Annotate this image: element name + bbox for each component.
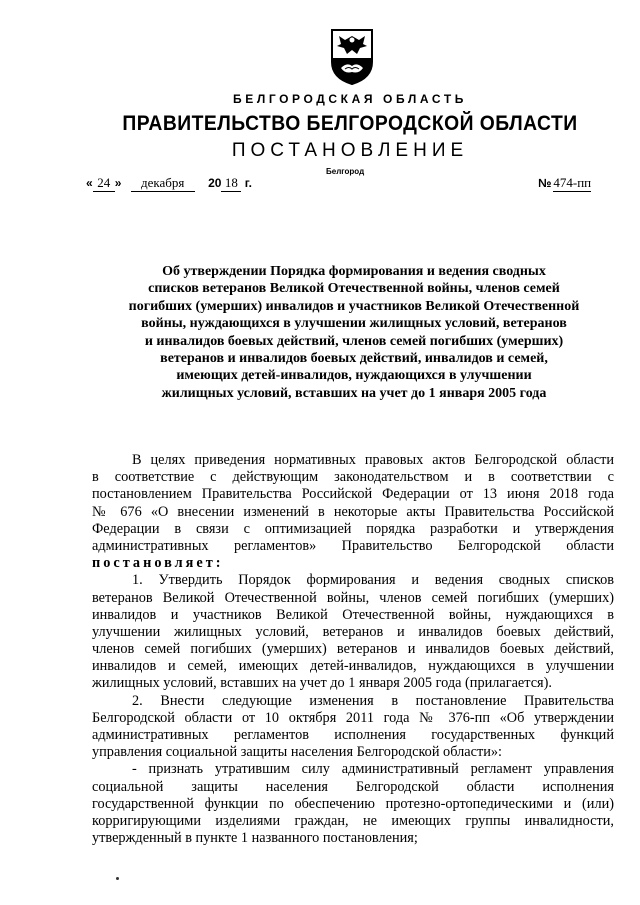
number-value: 474-пп — [553, 175, 592, 190]
date-month: декабря — [131, 175, 195, 192]
date-day: 24 — [93, 175, 115, 192]
title-line: списков ветеранов Великой Отечественной войны, членов семей — [148, 281, 560, 297]
date-close-quote: » — [114, 176, 122, 190]
body-line: улучшении жилищных условий, ветеранов и инвалидов боевых действий, — [92, 623, 614, 640]
title-line: Об утверждении Порядка формирования и ведения сводных — [162, 264, 546, 279]
body-line: инвалидов и семей, имеющих детей-инвалидов, нуждающихся в улучшении — [92, 658, 614, 675]
body-line: корригирующими изделиями граждан, не имеющих группы инвалидности, — [92, 812, 614, 829]
city-label: Белгород — [326, 167, 365, 176]
title-line: ветеранов и инвалидов боевых действий, инвалидов и семей, — [160, 351, 548, 367]
body-line: социальной защиты населения Белгородской области исполнения — [92, 778, 614, 795]
body-line: в соответствие с действующим законодательством и в соответствии с — [92, 469, 614, 486]
title-line: жилищных условий, вставших на учет до 1 января 2005 года — [161, 385, 547, 401]
scan-speck — [116, 877, 119, 880]
document-date — [86, 175, 252, 192]
body-line: 2. Внести следующие изменения в постановление Правительства — [132, 692, 614, 709]
body-line: постановлением Правительства Российской Федерации от 13 июня 2018 года — [92, 486, 614, 503]
body-line: - признать утратившим силу административный регламент управления — [132, 761, 614, 778]
title-line: войны, нуждающихся в улучшении жилищных условий, ветеранов — [141, 316, 567, 332]
body-line: № 676 «О внесении изменений в некоторые акты Правительства Российской — [92, 503, 614, 520]
body-line: административных регламентов исполнения государственных функций — [92, 727, 614, 743]
date-year-abbr: г. — [244, 176, 252, 190]
body-line: инвалидов и участников Великой Отечественной войны, нуждающихся в — [92, 606, 614, 623]
body-line: жилищных условий, вставших на учет до 1 января 2005 года (прилагается). — [92, 675, 552, 692]
government-heading: ПРАВИТЕЛЬСТВО БЕЛГОРОДСКОЙ ОБЛАСТИ — [122, 112, 578, 135]
body-line: Федерации в связи с оптимизацией порядка разработки и утверждения — [92, 520, 614, 537]
region-heading: БЕЛГОРОДСКАЯ ОБЛАСТЬ — [233, 92, 467, 106]
date-year-suffix: 18 — [221, 175, 241, 192]
body-line: ветеранов Великой Отечественной войны, членов семей погибших (умерших) — [92, 589, 614, 606]
resolution-title — [112, 263, 596, 402]
decree-word: постановляет: — [92, 555, 224, 572]
body-line: утвержденный в пункте 1 названного постановления; — [92, 830, 418, 847]
body-line: 1. Утвердить Порядок формирования и ведения сводных списков — [132, 572, 614, 589]
number-sign: № — [538, 176, 552, 190]
body-line: государственной функции по обеспечению протезно-ортопедическими и (или) — [92, 795, 614, 812]
title-line: имеющих детей-инвалидов, нуждающихся в улучшении — [176, 368, 532, 384]
title-line: погибших (умерших) инвалидов и участников Великой Отечественной — [128, 298, 580, 314]
body-line: В целях приведения нормативных правовых актов Белгородской области — [132, 452, 614, 468]
body-line: административных регламентов» Правительство Белгородской области — [92, 537, 614, 554]
title-line: и инвалидов боевых действий, членов семей погибших (умерших) — [144, 333, 564, 349]
date-year-prefix: 20 — [208, 176, 222, 190]
coat-of-arms-emblem — [329, 28, 375, 86]
body-line: Белгородской области от 10 октября 2011 года № 376-пп «Об утверждении — [92, 709, 614, 726]
body-line: членов семей погибших (умерших) ветеранов и инвалидов боевых действий, — [92, 641, 614, 658]
resolution-body — [92, 452, 614, 847]
document-type-heading: ПОСТАНОВЛЕНИЕ — [231, 140, 469, 161]
document-number — [538, 175, 591, 192]
date-open-quote: « — [86, 176, 93, 190]
body-line: управления социальной защиты населения Белгородской области»: — [92, 744, 502, 761]
